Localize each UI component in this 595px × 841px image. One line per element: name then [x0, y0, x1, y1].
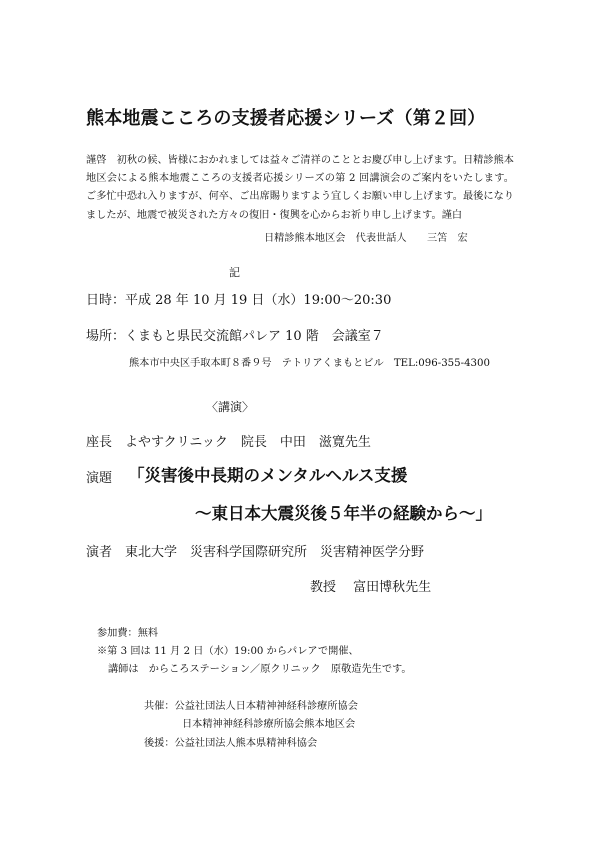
speaker-name: 教授 富田博秋先生 — [310, 580, 432, 595]
lecture-heading: 〈講演〉 — [206, 400, 255, 414]
theme-label: 演題 — [86, 471, 113, 486]
ki-heading: 記 — [229, 266, 240, 279]
next-event-note-line2: 講師は からころステーション／原クリニック 原敬造先生です。 — [108, 664, 412, 675]
event-venue: 場所：くまもと県民交流館パレア 10 階 会議室７ — [86, 329, 384, 344]
theme-title-line1: 「災害後中長期のメンタルヘルス支援 — [128, 466, 408, 485]
document-title: 熊本地震こころの支援者応援シリーズ（第２回） — [86, 108, 486, 129]
event-datetime: 日時：平成 28 年 10 月 19 日（水）19:00～20:30 — [86, 293, 392, 308]
co-host-line2: 日本精神神経科診療所協会熊本地区会 — [182, 719, 356, 730]
greeting-paragraph: 謹啓 初秋の候、皆様におかれましては益々ご清祥のこととお慶び申し上げます。日精診熊本地区会による熊本地震こころの支援者応援シリーズの第 2 回講演会のご案内をいたします。ご多忙中恐れ入りますが、何卒、ご出席賜りますよう宜しくお願い申し上げます。最後になりましたが、地震で被災された方々の復旧・復興を心からお祈り申し上げます。謹白 — [86, 155, 514, 221]
chairperson: 座長 よやすクリニック 院長 中田 滋寛先生 — [86, 435, 371, 450]
theme-title-line2: ～東日本大震災後５年半の経験から～」 — [195, 504, 492, 523]
participation-fee: 参加費：無料 — [97, 628, 159, 639]
supporter: 後援：公益社団法人熊本県精神科協会 — [144, 738, 318, 749]
venue-address: 熊本市中央区手取本町８番９号 テトリアくまもとビル TEL:096-355-4300 — [129, 358, 491, 369]
co-host-line1: 共催：公益社団法人日本精神神経科診療所協会 — [144, 701, 358, 712]
signature: 日精診熊本地区会 代表世話人 三笘 宏 — [264, 233, 468, 244]
speaker-affiliation: 演者 東北大学 災害科学国際研究所 災害精神医学分野 — [86, 545, 425, 560]
next-event-note-line1: ※第 3 回は 11 月 2 日（水）19:00 からパレアで開催、 — [97, 646, 359, 657]
